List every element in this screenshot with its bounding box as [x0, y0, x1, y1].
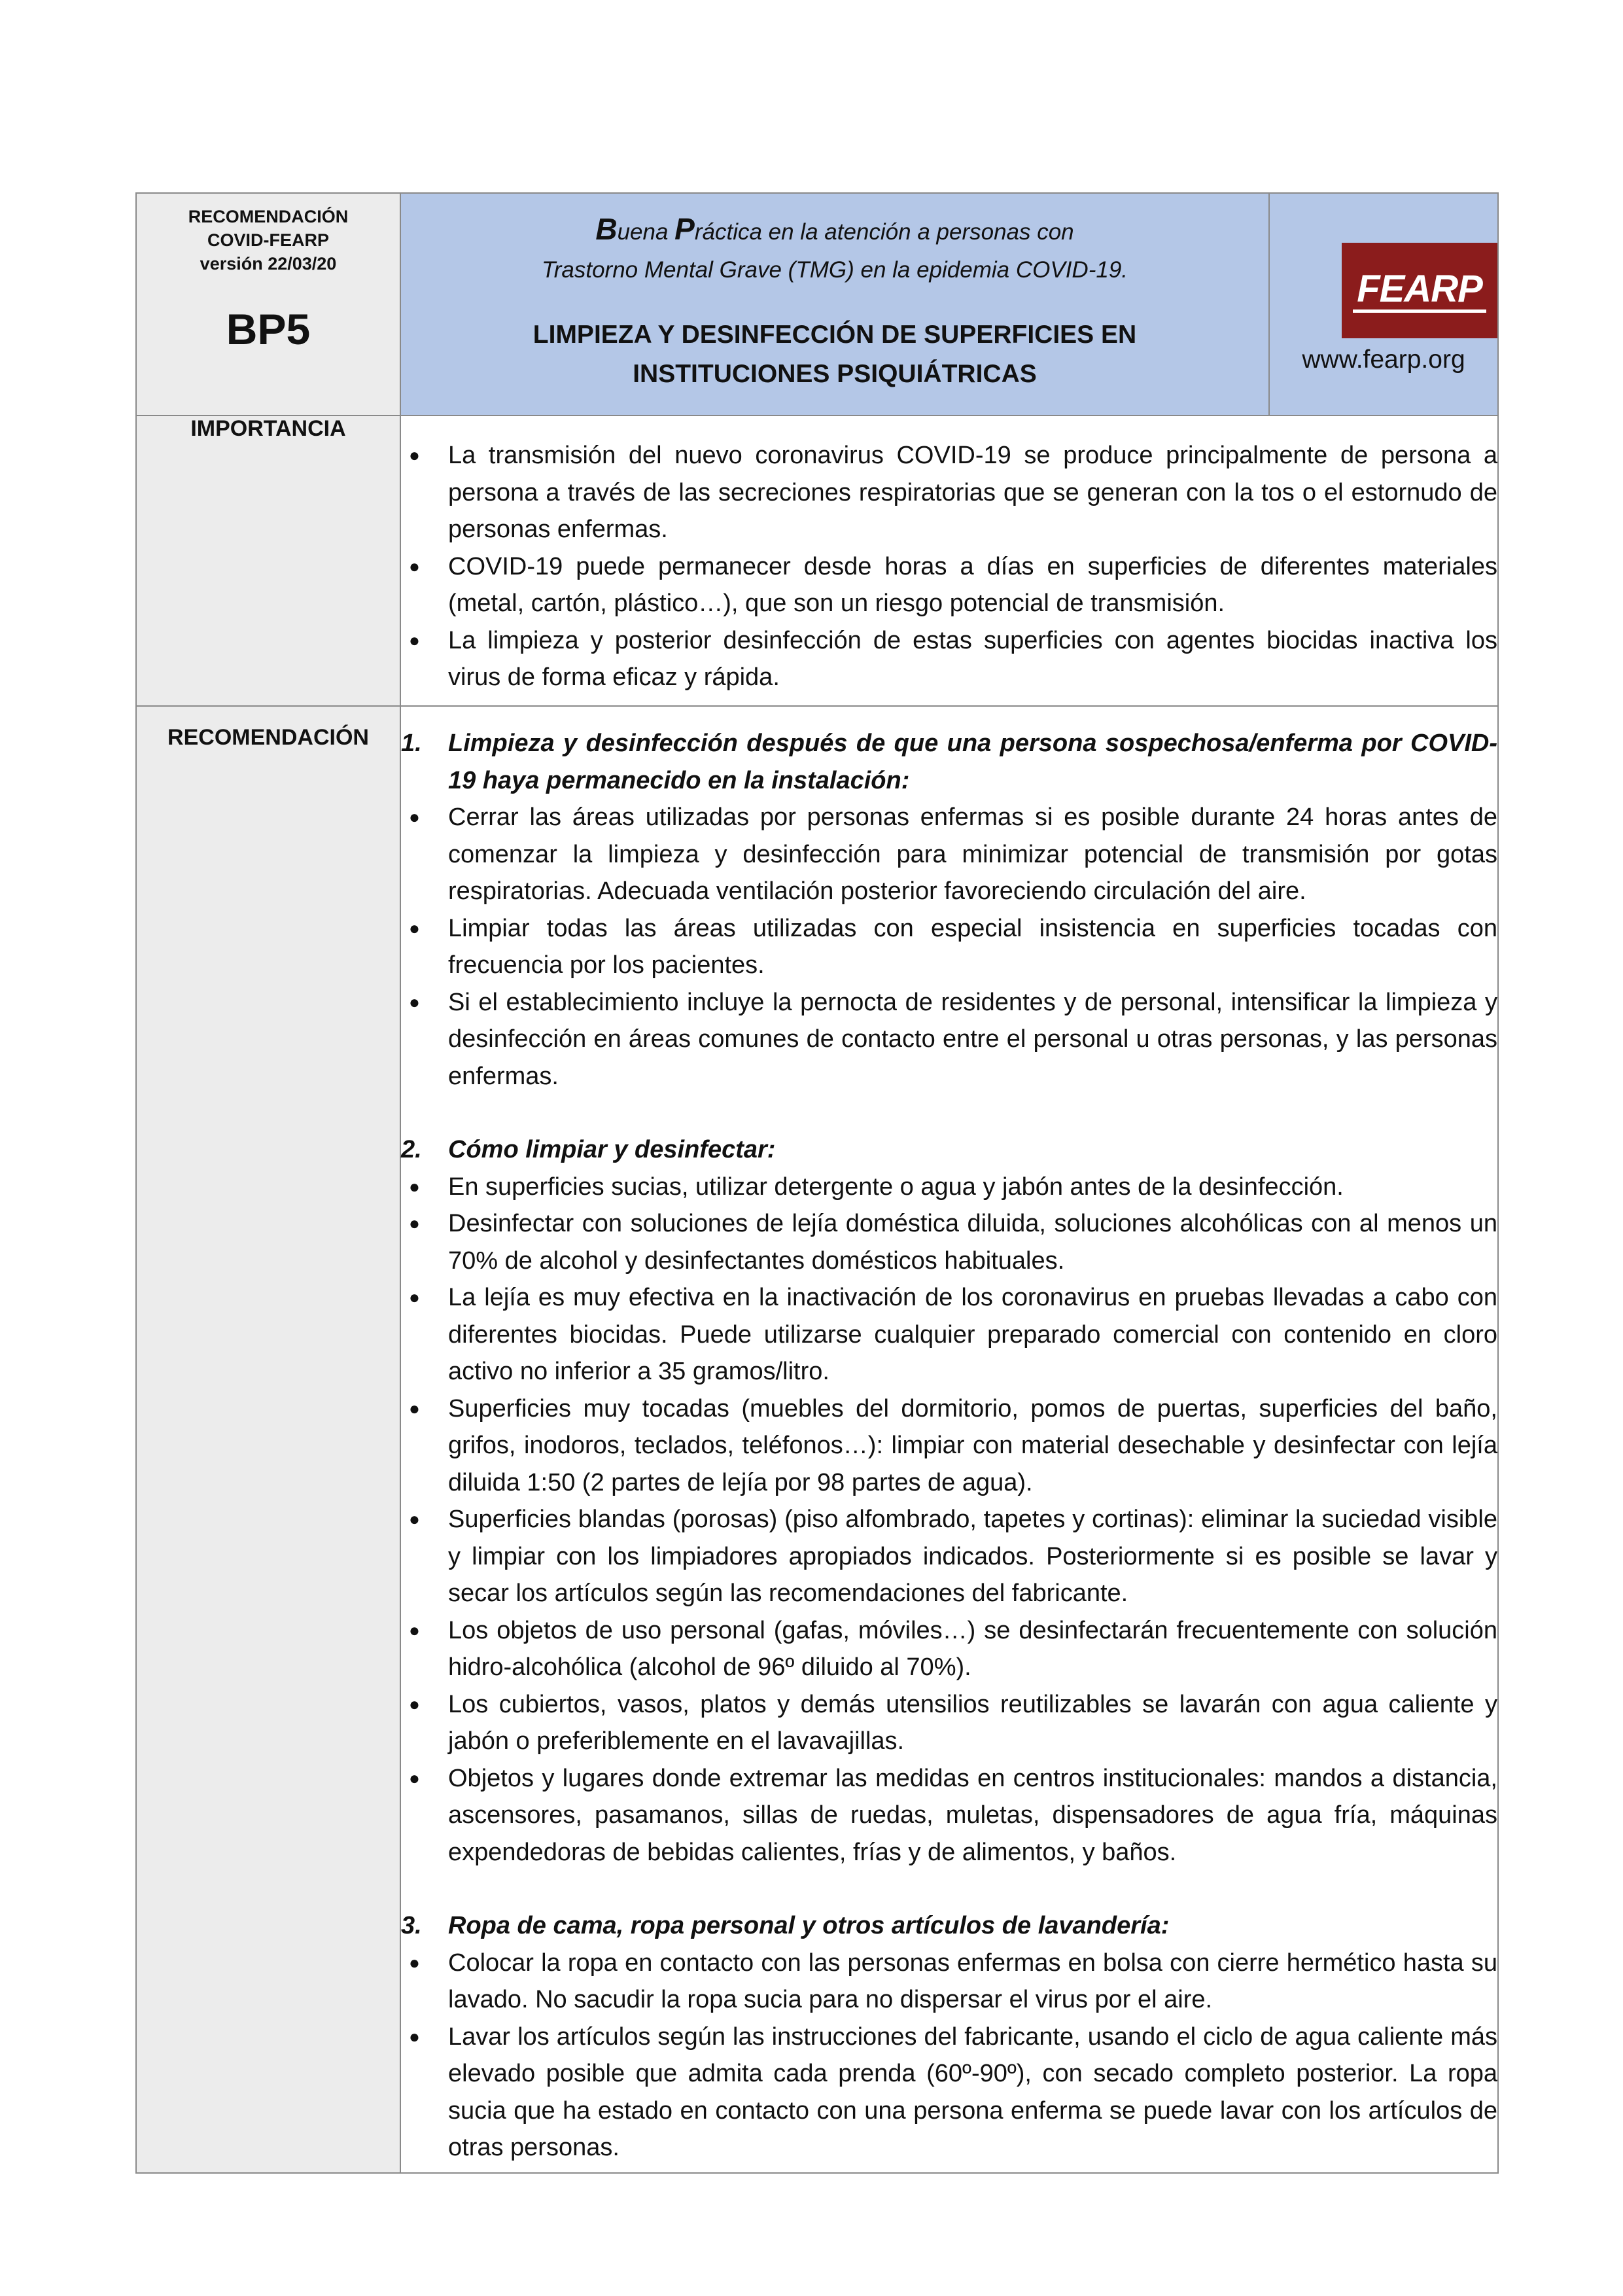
rec-version: versión 22/03/20 — [200, 254, 337, 274]
bullet-item — [401, 622, 1497, 696]
bullet-text: Cerrar las áreas utilizadas por personas enfermas si es posible durante 24 horas antes de comenzar la limpieza y desinfección para minimizar potencial de transmisión por gotas respiratorias. Adecuada ventilación posterior favoreciendo circulación del aire. — [448, 804, 1497, 905]
bullet-text: Los cubiertos, vasos, platos y demás utensilios reutilizables se lavarán con agua caliente y jabón o preferiblemente en el lavavajillas. — [448, 1690, 1497, 1755]
bullet-icon: ● — [409, 1287, 420, 1307]
practice-code: BP5 — [226, 305, 311, 353]
bullet-text: La limpieza y posterior desinfección de estas superficies con agentes biocidas inactiva los virus de forma eficaz y rápida. — [448, 626, 1497, 691]
bullet-icon: ● — [409, 1398, 420, 1419]
bullet-item — [401, 2019, 1497, 2166]
bullet-text: COVID-19 puede permanecer desde horas a días en superficies de diferentes materiales (metal, cartón, plástico…), que son un riesgo potencial de transmisión. — [448, 552, 1497, 617]
recomendacion-content — [400, 706, 1498, 2173]
bullet-item — [401, 1686, 1497, 1760]
importancia-row — [136, 415, 1498, 706]
bullet-text: Lavar los artículos según las instrucciones del fabricante, usando el ciclo de agua caliente más elevado posible que admita cada prenda (60º-90º), con secado completo posterior. La ropa sucia que ha estado en contacto con una persona enferma se puede lavar con los artículos de otras personas. — [448, 2022, 1497, 2161]
bullet-icon: ● — [409, 556, 420, 576]
bullet-icon: ● — [409, 1176, 420, 1197]
recomendacion-list — [401, 725, 1497, 2166]
bullet-icon: ● — [409, 1509, 420, 1529]
bullet-text: La lejía es muy efectiva en la inactivación de los coronavirus en pruebas llevadas a cabo con diferentes biocidas. Puede utilizarse cualquier preparado comercial con contenido en cloro activo no inferior a 35 gramos/litro. — [448, 1284, 1497, 1385]
bullet-icon: ● — [409, 917, 420, 938]
bullet-icon: ● — [409, 629, 420, 650]
title-cell — [400, 193, 1269, 415]
subtitle-line2: Trastorno Mental Grave (TMG) en la epidemia COVID-19. — [541, 257, 1128, 283]
header-row — [136, 193, 1498, 415]
importancia-content — [400, 415, 1498, 706]
bullet-item — [401, 1205, 1497, 1279]
section-number: 1. — [401, 730, 422, 757]
bullet-item — [401, 910, 1497, 984]
subtitle: Buena Práctica en la atención a personas con Trastorno Mental Grave (TMG) en la epidemia COVID-19. — [401, 194, 1268, 289]
importancia-list — [401, 437, 1497, 696]
bullet-item — [401, 984, 1497, 1095]
logo-cell — [1269, 193, 1498, 415]
bullet-text: La transmisión del nuevo coronavirus COVID-19 se produce principalmente de persona a persona a través de las secreciones respiratorias que se generan con la tos o el estornudo de personas enfermas. — [448, 442, 1497, 543]
bullet-icon: ● — [409, 1767, 420, 1788]
bullet-item — [401, 1501, 1497, 1612]
bullet-text: Desinfectar con soluciones de lejía doméstica diluida, soluciones alcohólicas con al menos un 70% de alcohol y desinfectantes domésticos habituales. — [448, 1210, 1497, 1275]
section-heading-text: Limpieza y desinfección después de que una persona sospechosa/enferma por COVID-19 haya permanecido en la instalación: — [448, 730, 1497, 794]
bullet-item — [401, 1945, 1497, 2019]
bullet-item — [401, 437, 1497, 548]
bullet-icon: ● — [409, 807, 420, 827]
bullet-text: Los objetos de uso personal (gafas, móviles…) se desinfectarán frecuentemente con solución hidro-alcohólica (alcohol de 96º diluido al 70%). — [448, 1616, 1497, 1681]
bullet-icon: ● — [409, 1693, 420, 1714]
importancia-label: IMPORTANCIA — [136, 415, 400, 706]
section-number: 2. — [401, 1136, 422, 1163]
recommendation-meta — [137, 194, 400, 275]
bullet-text: Objetos y lugares donde extremar las medidas en centros institucionales: mandos a distancia, ascensores, pasamanos, sillas de ruedas, muletas, dispensadores de agua fría, máquinas expendedoras de bebidas calientes, frías y de alimentos, y baños. — [448, 1764, 1497, 1866]
bullet-text: Superficies muy tocadas (muebles del dormitorio, pomos de puertas, superficies del baño, grifos, inodoros, teclados, teléfonos…): limpiar con material desechable y desinfectar con lejía diluida 1:50 (2 partes de lejía por 98 partes de agua). — [448, 1394, 1497, 1496]
document-title: LIMPIEZA Y DESINFECCIÓN DE SUPERFICIES EN INSTITUCIONES PSIQUIÁTRICAS — [532, 321, 1137, 388]
section-heading-text: Cómo limpiar y desinfectar: — [448, 1136, 776, 1163]
rec-org: COVID-FEARP — [207, 230, 329, 250]
recomendacion-label: RECOMENDACIÓN — [136, 706, 400, 2173]
bullet-item — [401, 1612, 1497, 1686]
bullet-item — [401, 1760, 1497, 1871]
bullet-text: Superficies blandas (porosas) (piso alfombrado, tapetes y cortinas): eliminar la suciedad visible y limpiar con los limpiadores apropiados indicados. Posteriormente si es posible se lavar y secar los artículos según las recomendaciones del fabricante. — [448, 1506, 1497, 1607]
rec-label: RECOMENDACIÓN — [188, 207, 349, 226]
fearp-logo: FEARP — [1342, 243, 1497, 338]
website-link[interactable]: www.fearp.org — [1302, 345, 1465, 374]
bullet-text: Si el establecimiento incluye la pernocta de residentes y de personal, intensificar la limpieza y desinfección en áreas comunes de contacto entre el personal u otras personas, y las personas enfermas. — [448, 988, 1497, 1090]
bullet-item — [401, 1169, 1497, 1206]
bullet-text: En superficies sucias, utilizar detergente o agua y jabón antes de la desinfección. — [448, 1173, 1344, 1201]
bullet-item — [401, 548, 1497, 622]
bullet-text: Limpiar todas las áreas utilizadas con especial insistencia en superficies tocadas con frecuencia por los pacientes. — [448, 914, 1497, 979]
section-heading-text: Ropa de cama, ropa personal y otros artículos de lavandería: — [448, 1912, 1170, 1939]
bullet-item — [401, 1390, 1497, 1502]
section-heading — [401, 725, 1497, 799]
bullet-icon: ● — [409, 445, 420, 465]
bullet-item — [401, 1279, 1497, 1390]
bullet-item — [401, 799, 1497, 910]
bullet-icon: ● — [409, 1952, 420, 1973]
section-number: 3. — [401, 1912, 422, 1939]
bullet-icon: ● — [409, 991, 420, 1012]
bullet-icon: ● — [409, 1619, 420, 1640]
recommendation-meta-cell — [136, 193, 400, 415]
bullet-icon: ● — [409, 2026, 420, 2047]
bullet-text: Colocar la ropa en contacto con las personas enfermas en bolsa con cierre hermético hasta su lavado. No sacudir la ropa sucia para no dispersar el virus por el aire. — [448, 1949, 1497, 2013]
section-heading — [401, 1907, 1497, 1945]
recommendation-table — [135, 192, 1499, 2174]
recomendacion-row — [136, 706, 1498, 2173]
bullet-icon: ● — [409, 1213, 420, 1233]
section-heading — [401, 1131, 1497, 1169]
